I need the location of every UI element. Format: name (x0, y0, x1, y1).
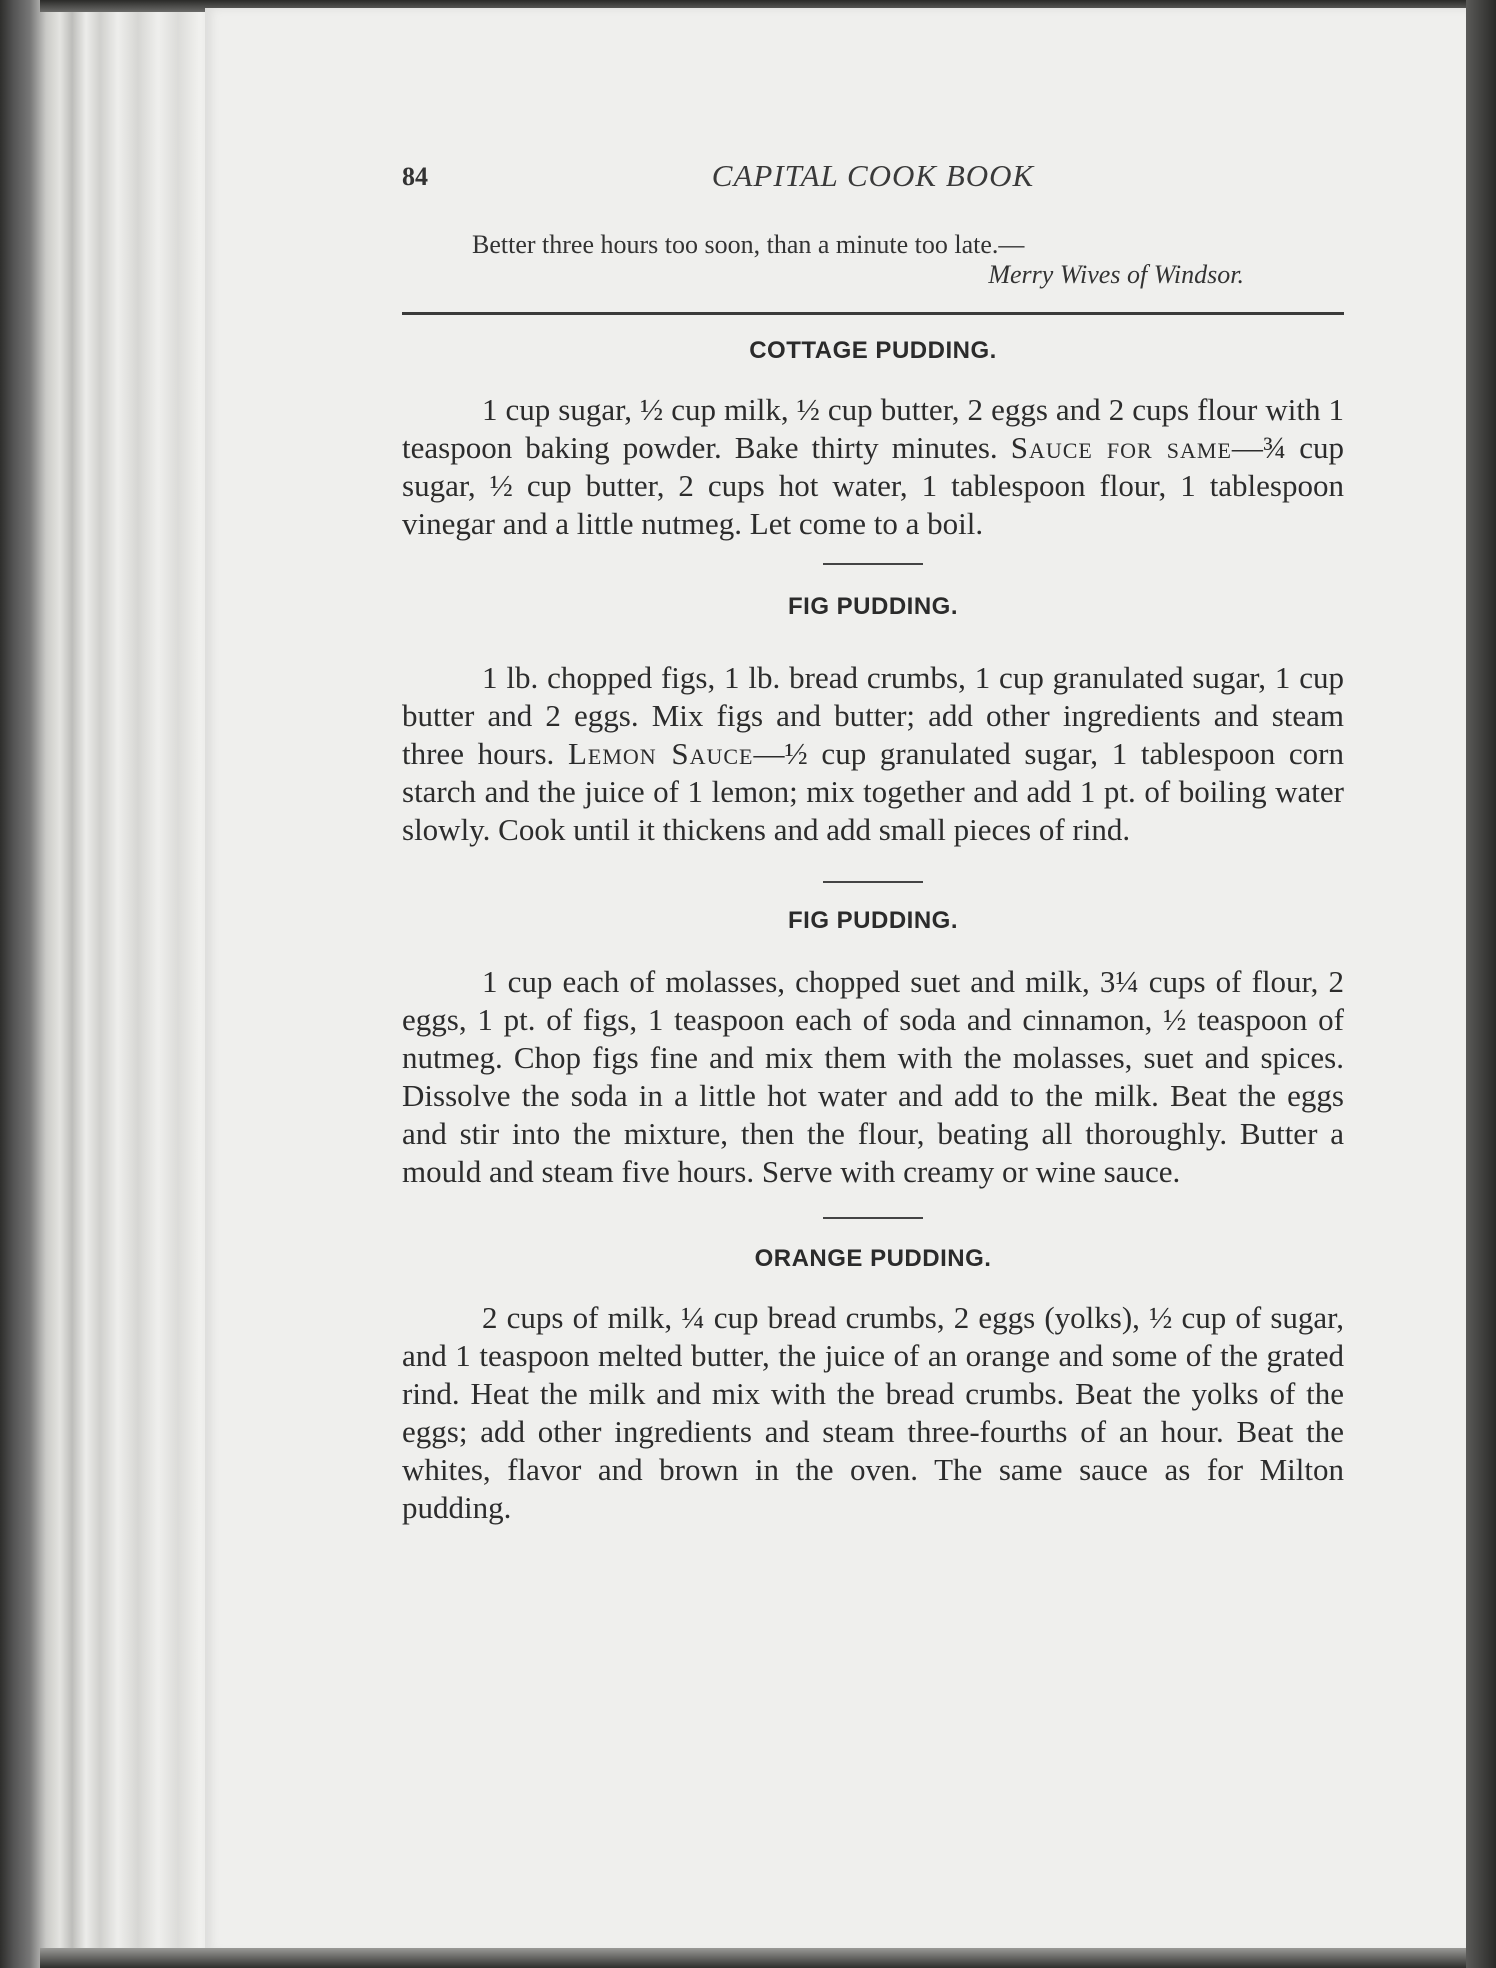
recipe-body-fig-pudding (402, 659, 1344, 849)
page-content (402, 150, 1344, 1527)
book-title: CAPITAL COOK BOOK (711, 158, 1035, 193)
recipe-text: 1 cup sugar, ½ cup milk, ½ cup butter, 2 eggs and 2 cups flour with 1 teaspoon baking powder. Bake thirty minutes. (402, 392, 1344, 465)
book-bottom-edge (40, 1948, 1480, 1968)
recipe-title-fig-pudding-2: FIG PUDDING. (787, 907, 958, 934)
recipe-body-fig-pudding-2: 1 cup each of molasses, chopped suet and milk, 3¼ cups of flour, 2 eggs, 1 pt. of figs, 1 teaspoon each of soda and cinnamon, ½ teaspoon of nutmeg. Chop figs fine and mix them with the molasses, suet and spices. Dissolve the soda in a little hot water and add to the milk. Beat the eggs and stir into the mixture, then the flour, beating all thoroughly. Butter a mould and steam five hours. Serve with creamy or wine sauce. (402, 964, 1344, 1189)
running-head (402, 150, 1344, 206)
recipe-text: —½ cup granulated sugar, 1 tablespoon corn starch and the juice of 1 lemon; mix together and add 1 pt. of boiling water slowly. Cook until it thickens and add small pieces of rind. (402, 736, 1344, 847)
recipe-text: 1 lb. chopped figs, 1 lb. bread crumbs, 1 cup granulated sugar, 1 cup butter and 2 eggs. Mix figs and butter; add other ingredients and steam three hours. (402, 660, 1344, 771)
recipe-divider (823, 881, 923, 883)
recipe-text: —¾ cup sugar, ½ cup butter, 2 cups hot water, 1 tablespoon flour, 1 tablespoon vinegar and a little nutmeg. Let come to a boil. (402, 430, 1344, 541)
recipe-body-orange-pudding: 2 cups of milk, ¼ cup bread crumbs, 2 eggs (yolks), ½ cup of sugar, and 1 teaspoon melted butter, the juice of an orange and some of the grated rind. Heat the milk and mix with the bread crumbs. Beat the yolks of the eggs; add other ingredients and steam three-fourths of an hour. Beat the whites, flavor and brown in the oven. The same sauce as for Milton pudding. (402, 1300, 1344, 1525)
recipe-title-orange-pudding: ORANGE PUDDING. (754, 1245, 992, 1272)
recipe-title-fig-pudding: FIG PUDDING. (787, 593, 958, 620)
recipe-title-cottage-pudding: COTTAGE PUDDING. (749, 337, 997, 364)
header-rule (402, 312, 1344, 315)
recipe-body-cottage-pudding (402, 391, 1344, 543)
epigraph (402, 230, 1344, 290)
book-page-edges (0, 0, 215, 1968)
recipe-divider (823, 1217, 923, 1219)
epigraph-source: Merry Wives of Windsor. (988, 260, 1244, 289)
sauce-label: Lemon Sauce (567, 736, 754, 771)
epigraph-quote: Better three hours too soon, than a minute too late.— (472, 230, 1025, 259)
page-number: 84 (402, 162, 428, 191)
sauce-label: Sauce for same (1010, 430, 1232, 465)
book-right-edge (1466, 0, 1496, 1968)
recipe-divider (823, 563, 923, 565)
